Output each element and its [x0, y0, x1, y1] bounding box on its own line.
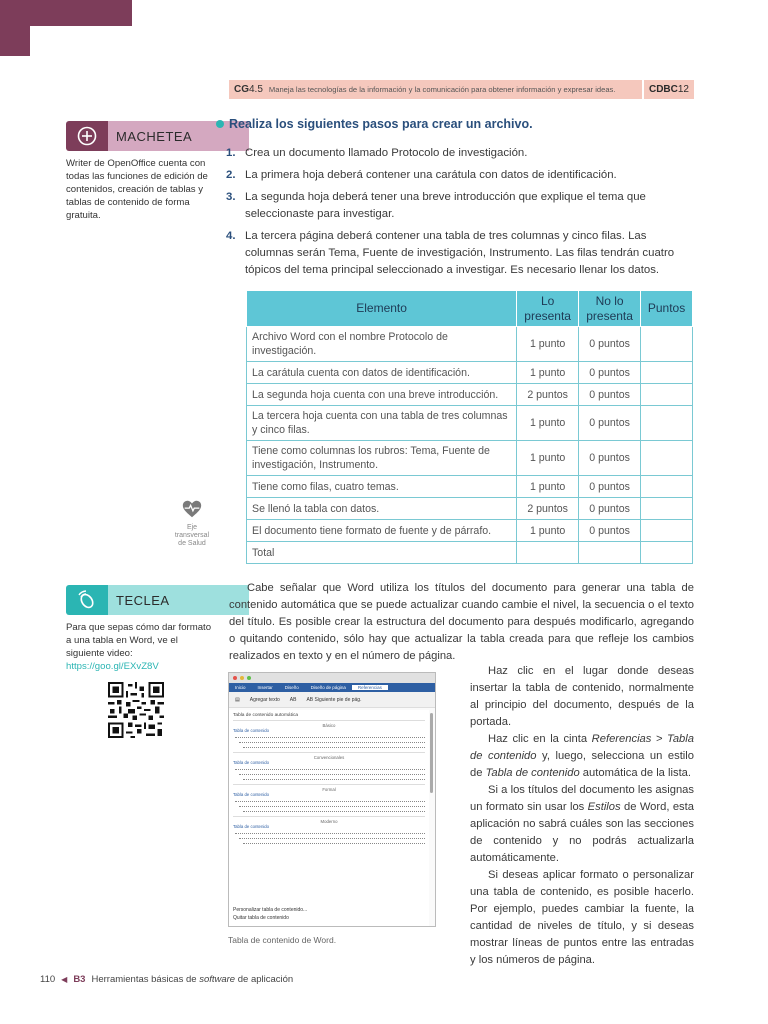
corner-tab: [0, 0, 132, 26]
table-row: La segunda hoja cuenta con una breve introducción. 2 puntos 0 puntos: [247, 384, 693, 406]
scrollbar: [430, 713, 433, 793]
instructions-title: Realiza los siguientes pasos para crear un archivo.: [216, 117, 696, 131]
col-header-elemento: Elemento: [247, 291, 517, 327]
word-screenshot: [228, 672, 436, 927]
competency-code: CG4.5: [234, 84, 263, 95]
plus-circle-icon: [66, 121, 108, 151]
table-total-row: Total: [247, 542, 693, 564]
cdbc-code: CDBC 12: [644, 80, 694, 99]
qr-code[interactable]: [108, 682, 164, 738]
col-header-puntos: Puntos: [641, 291, 693, 327]
step-item: 1. Crea un documento llamado Protocolo de investigación.: [226, 147, 528, 159]
machetea-label: MACHETEA: [108, 121, 249, 151]
window-titlebar: [229, 673, 435, 683]
table-row: Tiene como filas, cuatro temas. 1 punto 0 puntos: [247, 476, 693, 498]
table-row: Tiene como columnas los rubros: Tema, Fuente de investigación, Instrumento. 1 punto 0 puntos: [247, 441, 693, 476]
step-item: 3. La segunda hoja deberá tener una breve introducción que explique el tema que seleccionaste para investigar.: [226, 191, 646, 220]
close-icon: [233, 676, 237, 680]
minimize-icon: [240, 676, 244, 680]
right-column-text: Haz clic en el lugar donde deseas insertar la tabla de contenido, normalmente al principio del documento, después de la portada. Haz clic en la cinta Referencias > Tabla de contenido y, luego, selecciona un estilo de Tabla de contenido automática de la lista. Si a los títulos del documento les asignas un formato sin usar los Estilos de Word, esta aplicación no sabrá cuáles son las secciones de contenido y no podrás actualizarla automáticamente. Si deseas aplicar formato o personalizar una tabla de contenido, es posible hacerlo. Por ejemplo, puedes cambiar la fuente, la cantidad de niveles de título, y si deseas mostrar líneas de puntos entre las entradas y los números de página.: [470, 665, 694, 966]
figure-caption: Tabla de contenido de Word.: [228, 935, 337, 945]
heart-pulse-icon: [181, 498, 203, 520]
page-number: 110: [40, 974, 56, 985]
body-paragraph: Cabe señalar que Word utiliza los títulos del documento para generar una tabla de contenido automática que se puede actualizar cuando cambie el nivel, la secuencia o el texto del título. Es posible crear la estructura del documento para después modificarlo, agregando o quitando contenido, sólo hay que actualizar la tabla creada para que refleje los cambios realizados en texto y en el número de página.: [229, 582, 694, 662]
machetea-text: Writer de OpenOffice cuenta con todas las funciones de edición de contenidos, creación de tablas y tablas de contenido de forma gratuita.: [66, 158, 208, 221]
competency-text: Maneja las tecnologías de la información y la comunicación para obtener información y expresar ideas.: [268, 85, 616, 94]
eje-transversal-label: Eje transversal de Salud: [174, 524, 210, 547]
arrow-left-icon: ◀: [61, 975, 68, 984]
footer-title: Herramientas básicas de software de aplicación: [91, 974, 294, 985]
rubric-table: [246, 290, 693, 564]
table-row: Se llenó la tabla con datos. 2 puntos 0 puntos: [247, 498, 693, 520]
toc-menu: Personalizar tabla de contenido... Quitar tabla de contenido: [233, 907, 308, 921]
mouse-click-icon: [66, 585, 108, 615]
ribbon-tools: ▤ Agregar texto AB AB Siguiente pie de pág.: [229, 692, 435, 708]
teclea-header: [66, 585, 249, 615]
block-label: B3: [73, 974, 86, 985]
col-header-lo-presenta: Lo presenta: [517, 291, 579, 327]
table-header-row: [247, 291, 693, 327]
table-row: El documento tiene formato de fuente y de párrafo. 1 punto 0 puntos: [247, 520, 693, 542]
competency-bar: [229, 80, 694, 99]
table-row: La tercera hoja cuenta con una tabla de tres columnas y cinco filas. 1 punto 0 puntos: [247, 406, 693, 441]
step-item: 2. La primera hoja deberá contener una carátula con datos de identificación.: [226, 169, 617, 181]
bullet-icon: [216, 120, 224, 128]
table-row: Archivo Word con el nombre Protocolo de investigación. 1 punto 0 puntos: [247, 327, 693, 362]
toc-button-icon: ▤: [235, 696, 240, 703]
teclea-label: TECLEA: [108, 585, 249, 615]
col-header-no-lo-presenta: No lo presenta: [579, 291, 641, 327]
steps-list: [226, 145, 696, 279]
corner-tab-notch: [0, 26, 30, 56]
table-row: La carátula cuenta con datos de identificación. 1 punto 0 puntos: [247, 362, 693, 384]
video-link[interactable]: https://goo.gl/EXvZ8V: [66, 661, 159, 672]
toc-gallery: Tabla de contenido automática Básico Tabla de contenido Convencionales Tabla de contenido Formal Tabla de contenido Moderno Tabla de contenido Personalizar tabla de contenido... Quitar tabla de contenido: [229, 710, 429, 927]
page-footer: [40, 974, 293, 985]
maximize-icon: [247, 676, 251, 680]
teclea-text: Para que sepas cómo dar formato a una tabla en Word, ve el siguiente video: https://goo.gl/EXvZ8V: [66, 621, 216, 673]
step-item: 4. La tercera página deberá contener una tabla de tres columnas y cinco filas. Las columnas serán Tema, Fuente de investigación, Instrumento. Las filas tendrán cuatro tópicos del tema principal seleccionado a investigar. Es necesario llenar los datos.: [226, 230, 675, 276]
instructions: [216, 117, 696, 284]
ribbon-tabs: Inicio Insertar Diseño Diseño de página Referencias: [229, 683, 435, 692]
